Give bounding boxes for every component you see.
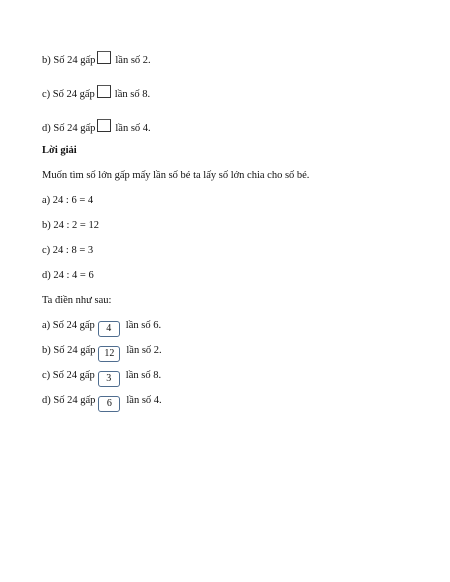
answer-value-box: 3 [98, 371, 120, 387]
calculation-d: d) 24 : 4 = 6 [42, 270, 94, 281]
answer-c [42, 369, 161, 387]
question-prefix: b) Số 24 gấp [42, 55, 96, 66]
question-prefix: d) Số 24 gấp [42, 123, 96, 134]
answer-blank-box [97, 51, 111, 64]
answer-prefix: d) Số 24 gấp [42, 395, 96, 406]
calculation-a: a) 24 : 6 = 4 [42, 195, 94, 206]
answer-blank-box [97, 119, 111, 132]
rule-text: Muốn tìm số lớn gấp mấy lần số bé ta lấy số lớn chia cho số bé. [42, 170, 310, 181]
answer-d [42, 394, 162, 412]
calculation-c: c) 24 : 8 = 3 [42, 245, 94, 256]
question-suffix: lần số 8. [114, 89, 151, 100]
answer-b [42, 344, 162, 362]
answer-prefix: c) Số 24 gấp [42, 370, 95, 381]
question-b [42, 51, 151, 67]
answer-suffix: lần số 2. [126, 345, 162, 356]
question-suffix: lần số 4. [115, 123, 151, 134]
answer-suffix: lần số 4. [126, 395, 162, 406]
answer-value-box: 4 [98, 321, 120, 337]
answer-prefix: b) Số 24 gấp [42, 345, 96, 356]
answer-value-box: 6 [98, 396, 120, 412]
calculation-b: b) 24 : 2 = 12 [42, 220, 99, 231]
question-d [42, 119, 151, 135]
question-c [42, 85, 150, 101]
answer-suffix: lần số 8. [125, 370, 162, 381]
question-prefix: c) Số 24 gấp [42, 89, 95, 100]
answer-value-box: 12 [98, 346, 120, 362]
answer-a [42, 319, 161, 337]
solution-heading: Lời giải [42, 145, 77, 156]
answer-blank-box [97, 85, 111, 98]
answer-suffix: lần số 6. [125, 320, 162, 331]
question-suffix: lần số 2. [115, 55, 151, 66]
answer-prefix: a) Số 24 gấp [42, 320, 95, 331]
fill-intro: Ta điền như sau: [42, 295, 112, 306]
